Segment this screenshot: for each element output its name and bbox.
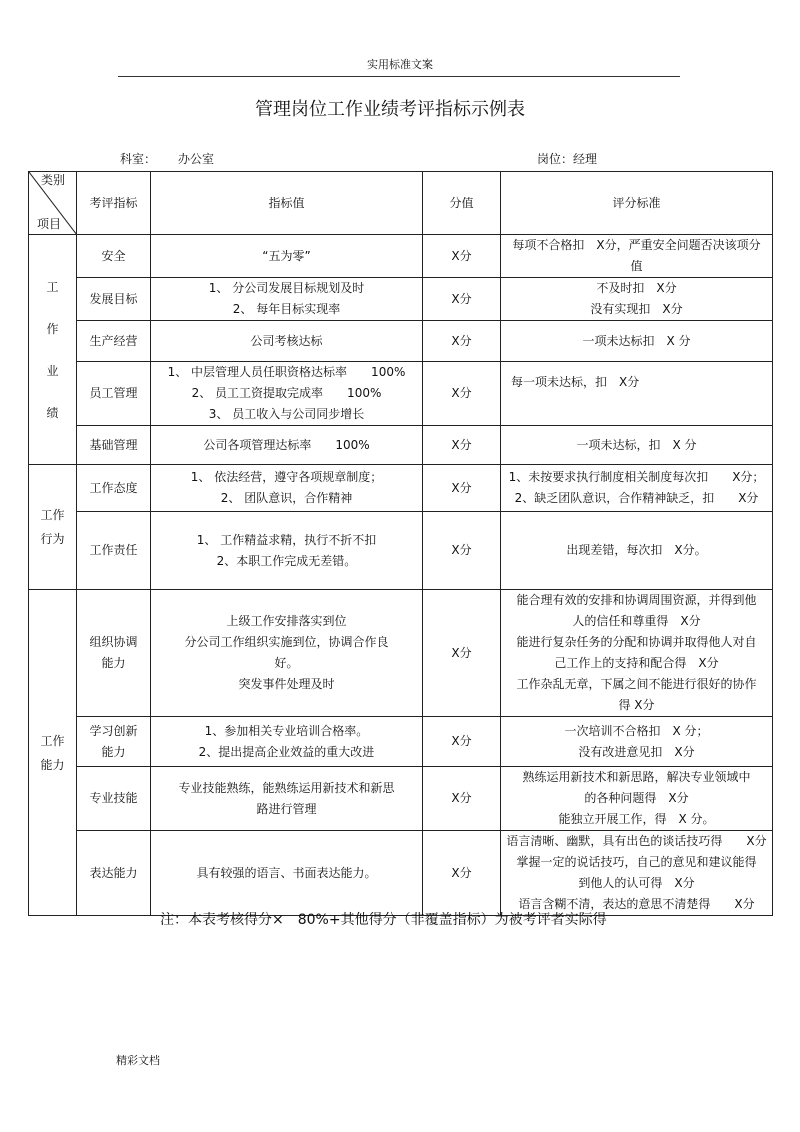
indicator-value: 上级工作安排落实到位 分公司工作组织实施到位，协调合作良 好。 突发事件处理及时 — [151, 590, 423, 717]
indicator-score: X分 — [423, 278, 501, 321]
indicator-value: “五为零” — [151, 235, 423, 278]
indicator-value: 1、参加相关专业培训合格率。 2、提出提高企业效益的重大改进 — [151, 717, 423, 767]
indicator-standard: 语言清晰、幽默，具有出色的谈话技巧得 X分 掌握一定的说话技巧，自己的意见和建议能得 到他人的认可得 X分 语言含糊不清，表达的意思不清楚得 X分 — [501, 831, 773, 916]
indicator-name: 基础管理 — [77, 426, 151, 465]
table-row — [29, 767, 773, 831]
indicator-score: X分 — [423, 426, 501, 465]
indicator-standard: 一项未达标，扣 X 分 — [501, 426, 773, 465]
table-row — [29, 321, 773, 362]
indicator-value: 公司各项管理达标率 100% — [151, 426, 423, 465]
indicator-value: 1、 中层管理人员任职资格达标率 100% 2、 员工工资提取完成率 100% 3、 员工收入与公司同步增长 — [151, 362, 423, 426]
indicator-value: 专业技能熟练，能熟练运用新技术和新思 路进行管理 — [151, 767, 423, 831]
indicator-score: X分 — [423, 590, 501, 717]
indicator-name: 专业技能 — [77, 767, 151, 831]
score-header: 分值 — [423, 172, 501, 235]
standard-header: 评分标准 — [501, 172, 773, 235]
indicator-value: 1、 分公司发展目标规划及时 2、 每年目标实现率 — [151, 278, 423, 321]
indicator-name: 组织协调 能力 — [77, 590, 151, 717]
table-row — [29, 362, 773, 426]
table-row — [29, 831, 773, 916]
indicator-name: 工作责任 — [77, 512, 151, 590]
indicator-score: X分 — [423, 512, 501, 590]
indicator-score: X分 — [423, 235, 501, 278]
indicator-score: X分 — [423, 362, 501, 426]
category-performance: 工 作 业 绩 — [29, 235, 77, 465]
office-value: 办公室 — [178, 152, 215, 166]
indicator-score: X分 — [423, 831, 501, 916]
indicator-value: 1、 工作精益求精，执行不折不扣 2、本职工作完成无差错。 — [151, 512, 423, 590]
evaluation-table — [28, 171, 773, 916]
category-attitude: 工作 行为 — [29, 465, 77, 590]
value-header: 指标值 — [151, 172, 423, 235]
indicator-name: 发展目标 — [77, 278, 151, 321]
page-header-label: 实用标准文案 — [367, 58, 433, 71]
indicator-standard: 一次培训不合格扣 X 分； 没有改进意见扣 X分 — [501, 717, 773, 767]
indicator-score: X分 — [423, 717, 501, 767]
category-header-label: 类别 — [41, 173, 66, 187]
indicator-standard: 一项未达标扣 X 分 — [501, 321, 773, 362]
post-label: 岗位：经理 — [537, 152, 598, 166]
indicator-name: 安全 — [77, 235, 151, 278]
document-title: 管理岗位工作业绩考评指标示例表 — [255, 99, 525, 120]
indicator-standard: 出现差错，每次扣 X分。 — [501, 512, 773, 590]
indicator-score: X分 — [423, 465, 501, 512]
indicator-score: X分 — [423, 321, 501, 362]
indicator-score: X分 — [423, 767, 501, 831]
category-item-header — [29, 172, 77, 235]
indicator-standard: 每一项未达标，扣 X分 — [501, 362, 773, 426]
indicator-standard: 熟练运用新技术和新思路，解决专业领域中 的各种问题得 X分 能独立开展工作，得 X 分。 — [501, 767, 773, 831]
page-footer-label: 精彩文档 — [116, 1054, 160, 1067]
category-ability: 工作 能力 — [29, 590, 77, 916]
table-row — [29, 426, 773, 465]
header-divider — [118, 76, 680, 77]
table-row — [29, 235, 773, 278]
table-row — [29, 465, 773, 512]
indicator-value: 具有较强的语言、书面表达能力。 — [151, 831, 423, 916]
table-row — [29, 590, 773, 717]
indicator-standard: 能合理有效的安排和协调周围资源，并得到他 人的信任和尊重得 X分 能进行复杂任务的分配和协调并取得他人对自 己工作上的支持和配合得 X分 工作杂乱无章，下属之间不能进行很好的协作 得 X分 — [501, 590, 773, 717]
indicator-value: 公司考核达标 — [151, 321, 423, 362]
indicator-name: 学习创新 能力 — [77, 717, 151, 767]
indicator-value: 1、 依法经营，遵守各项规章制度； 2、 团队意识，合作精神 — [151, 465, 423, 512]
indicator-standard: 不及时扣 X分 没有实现扣 X分 — [501, 278, 773, 321]
table-header-row — [29, 172, 773, 235]
office-label: 科室： — [120, 152, 157, 166]
table-row — [29, 278, 773, 321]
table-row — [29, 512, 773, 590]
footnote: 注：本表考核得分× 80%+其他得分（非覆盖指标）为被考评者实际得 — [160, 912, 607, 928]
indicator-header: 考评指标 — [77, 172, 151, 235]
indicator-standard: 1、未按要求执行制度相关制度每次扣 X分； 2、缺乏团队意识，合作精神缺乏，扣 X分 — [501, 465, 773, 512]
item-header-label: 项目 — [37, 217, 62, 231]
indicator-name: 生产经营 — [77, 321, 151, 362]
indicator-name: 表达能力 — [77, 831, 151, 916]
table-row — [29, 717, 773, 767]
indicator-name: 员工管理 — [77, 362, 151, 426]
indicator-standard: 每项不合格扣 X分，严重安全问题否决该项分 值 — [501, 235, 773, 278]
indicator-name: 工作态度 — [77, 465, 151, 512]
